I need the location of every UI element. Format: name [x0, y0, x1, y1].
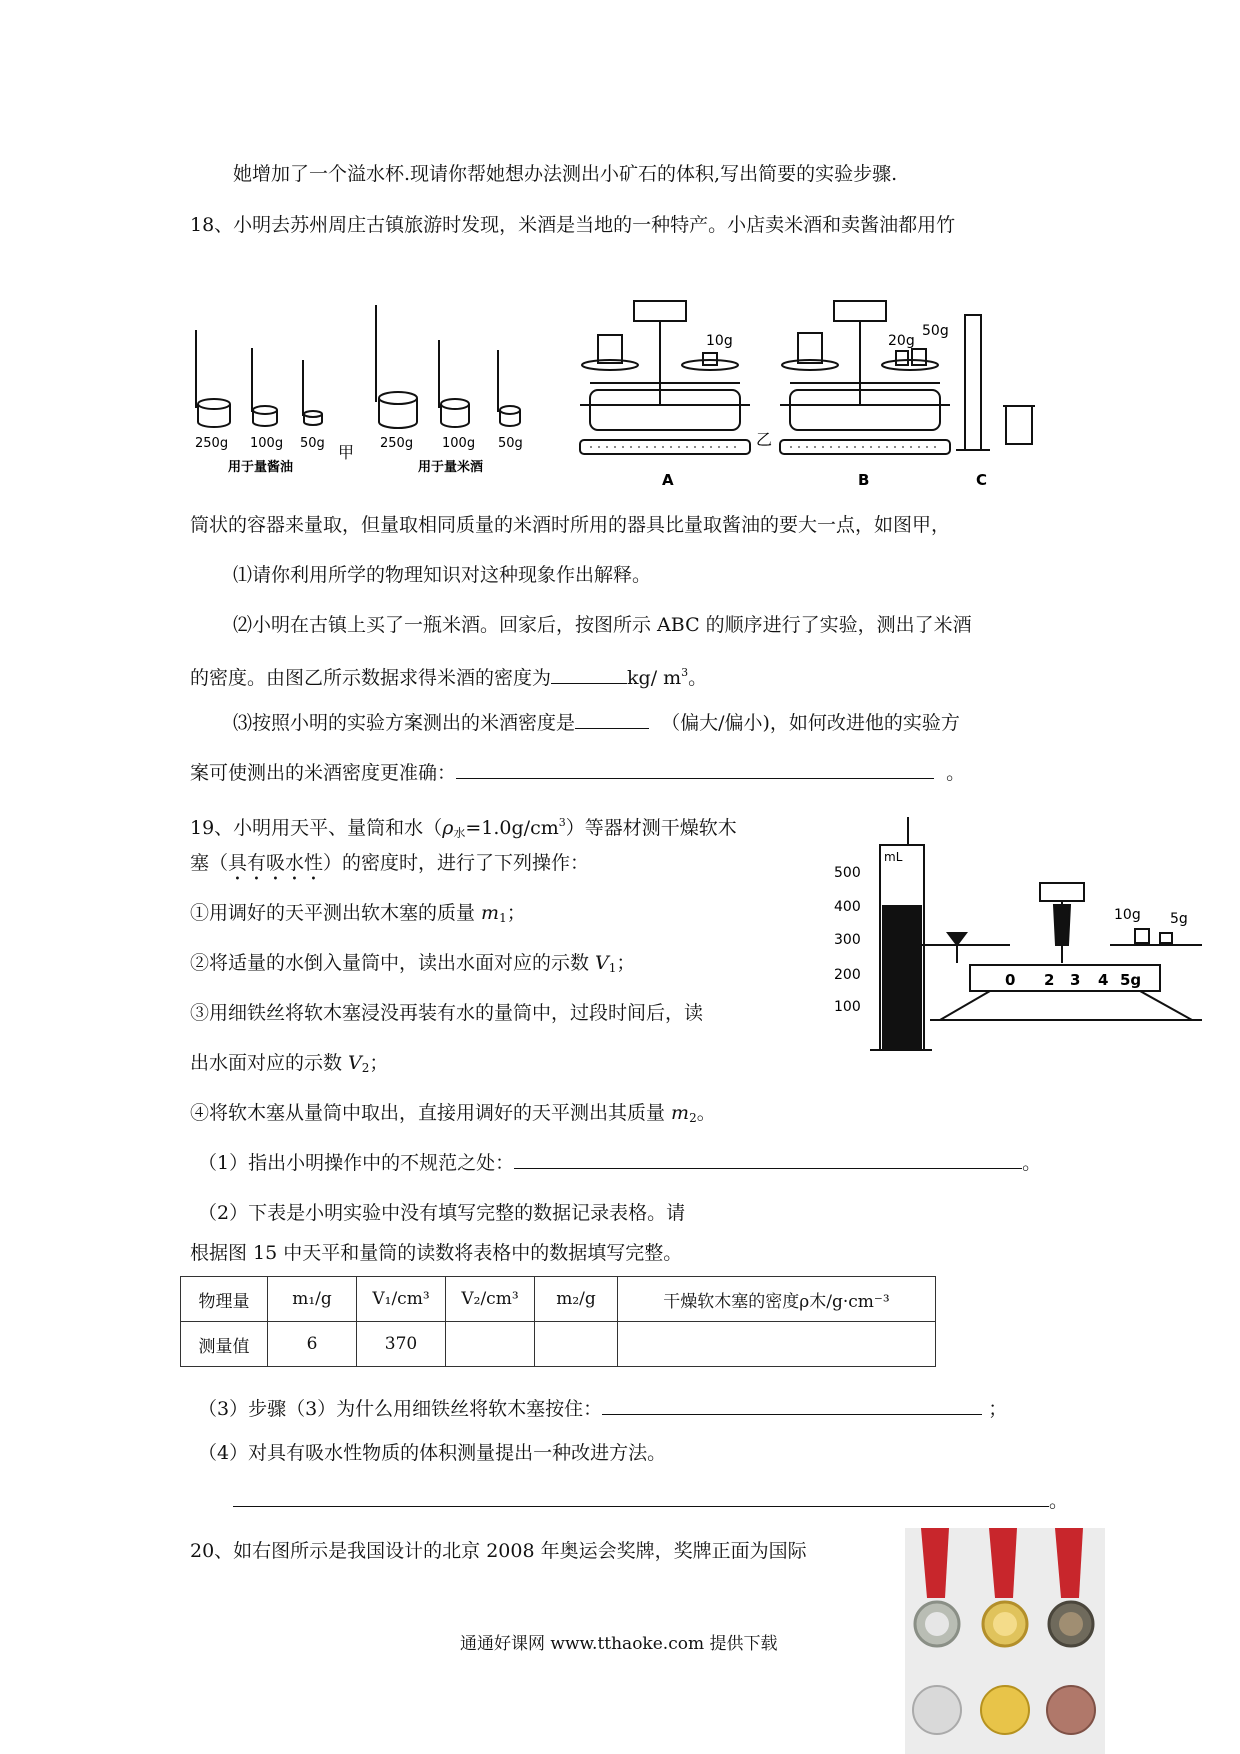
improvement-method-blank[interactable] — [233, 1506, 1049, 1507]
step-2: ②将适量的水倒入量筒中，读出水面对应的示数 $V_1$； — [190, 952, 636, 975]
step-1: ①用调好的天平测出软木塞的质量 $m_1$； — [190, 902, 526, 925]
page-footer: 通通好课网 www.tthaoke.com 提供下载 — [460, 1634, 778, 1654]
sub-question-19-4: （4）对具有吸水性物质的体积测量提出一种改进方法。 — [198, 1442, 667, 1464]
wine-label-100g: 100g — [442, 436, 476, 451]
step-3: ③用细铁丝将软木塞浸没再装有水的量筒中，过段时间后，读 — [190, 1002, 704, 1024]
figure-jia-measuring-tubes — [190, 300, 540, 480]
table-header-row — [181, 1277, 936, 1322]
step-4: ④将软木塞从量筒中取出，直接用调好的天平测出其质量 $m_2$。 — [190, 1102, 716, 1125]
cyl-tick-200: 200 — [834, 967, 861, 983]
cylinder-unit: mL — [884, 850, 903, 864]
wine-label-250g: 250g — [380, 436, 414, 451]
scale-tick-2: 2 — [1044, 971, 1055, 989]
density-answer-blank[interactable] — [551, 683, 627, 684]
olympic-medals-photo — [905, 1528, 1105, 1754]
table-header-cell: m₂/g — [535, 1277, 618, 1322]
question-19-line2: 塞（具有吸水性）的密度时，进行了下列操作： — [190, 852, 590, 874]
cyl-tick-100: 100 — [834, 999, 861, 1015]
oil-label-50g: 50g — [300, 436, 325, 451]
sub-question-19-2: （2）下表是小明实验中没有填写完整的数据记录表格。请 — [198, 1202, 686, 1224]
table-cell-m1: 6 — [268, 1322, 357, 1367]
weight-10g: 10g — [1114, 907, 1141, 923]
table-header-cell: V₂/cm³ — [446, 1277, 535, 1322]
wire-reason-answer-blank[interactable] — [602, 1414, 982, 1415]
improvement-line: 案可使测出的米酒密度更准确： 。 — [190, 762, 966, 784]
scale-tick-4: 4 — [1098, 971, 1109, 989]
oil-label-100g: 100g — [250, 436, 284, 451]
oil-caption: 用于量酱油 — [228, 460, 294, 475]
table-cell-m2[interactable] — [535, 1322, 618, 1367]
table-header-cell: m₁/g — [268, 1277, 357, 1322]
table-header-cell: 干燥软木塞的密度ρ木/g·cm⁻³ — [618, 1277, 936, 1322]
figure-label-a: A — [662, 471, 674, 489]
scale-tick-3: 3 — [1070, 971, 1081, 989]
sub-question-19-1: （1）指出小明操作中的不规范之处： 。 — [198, 1152, 1042, 1174]
figure-label-c: C — [976, 471, 988, 489]
question-20-intro: 20、如右图所示是我国设计的北京 2008 年奥运会奖牌，奖牌正面为国际 — [190, 1540, 807, 1562]
figure-19-cylinder-balance — [820, 805, 1220, 1055]
sub-question-18-1: ⑴请你利用所学的物理知识对这种现象作出解释。 — [233, 564, 652, 586]
irregularity-answer-blank[interactable] — [514, 1168, 1022, 1169]
density-answer-line: 的密度。由图乙所示数据求得米酒的密度为 kg/ $m^3$。 — [190, 666, 708, 689]
sub-question-18-3: ⑶按照小明的实验方案测出的米酒密度是 （偏大/偏小)，如何改进他的实验方 — [233, 712, 960, 734]
weight-10g-a: 10g — [706, 333, 733, 349]
table-row — [181, 1322, 936, 1367]
scale-tick-0: 0 — [1005, 971, 1016, 989]
cyl-tick-400: 400 — [834, 899, 861, 915]
sub-question-18-2: ⑵小明在古镇上买了一瓶米酒。回家后，按图所示 ABC 的顺序进行了实验，测出了米酒 — [233, 614, 972, 636]
cyl-tick-300: 300 — [834, 932, 861, 948]
wine-label-50g: 50g — [498, 436, 523, 451]
step-3-cont: 出水面对应的示数 $V_2$； — [190, 1052, 389, 1075]
figure-yi-label: 乙 — [756, 430, 773, 449]
table-header-cell: V₁/cm³ — [357, 1277, 446, 1322]
cyl-tick-500: 500 — [834, 865, 861, 881]
improvement-method-line: 。 — [233, 1488, 1068, 1514]
sub-question-19-2-cont: 根据图 15 中天平和量筒的读数将表格中的数据填写完整。 — [190, 1242, 683, 1264]
oil-label-250g: 250g — [195, 436, 229, 451]
line-continuation: 她增加了一个溢水杯.现请你帮她想办法测出小矿石的体积,写出简要的实验步骤. — [233, 163, 898, 185]
question-18-line: 筒状的容器来量取，但量取相同质量的米酒时所用的器具比量取酱油的要大一点，如图甲， — [190, 514, 951, 536]
table-cell-density[interactable] — [618, 1322, 936, 1367]
question-19-intro: 19、小明用天平、量筒和水$(\rho_水=1.0g/cm^3)$等器材测干燥软木 — [190, 816, 737, 840]
bias-answer-blank[interactable] — [575, 728, 649, 729]
weight-20g-b: 20g — [888, 333, 915, 349]
figure-jia-label: 甲 — [338, 443, 355, 462]
question-18-intro: 18、小明去苏州周庄古镇旅游时发现，米酒是当地的一种特产。小店卖米酒和卖酱油都用竹 — [190, 214, 956, 236]
weight-50g-b: 50g — [922, 323, 949, 339]
sub-question-19-3: （3）步骤（3）为什么用细铁丝将软木塞按住： ； — [198, 1398, 1008, 1420]
data-record-table — [180, 1276, 936, 1367]
improvement-answer-blank[interactable] — [456, 778, 934, 779]
scale-tick-5g: 5g — [1120, 971, 1142, 989]
weight-5g: 5g — [1170, 911, 1188, 927]
table-row-label: 测量值 — [181, 1322, 268, 1367]
wine-caption: 用于量米酒 — [418, 460, 484, 475]
beaker-icon — [1000, 400, 1040, 452]
figure-label-b: B — [858, 471, 870, 489]
table-cell-v1: 370 — [357, 1322, 446, 1367]
table-header-cell: 物理量 — [181, 1277, 268, 1322]
table-cell-v2[interactable] — [446, 1322, 535, 1367]
figure-yi-balance-experiment — [570, 295, 1000, 495]
